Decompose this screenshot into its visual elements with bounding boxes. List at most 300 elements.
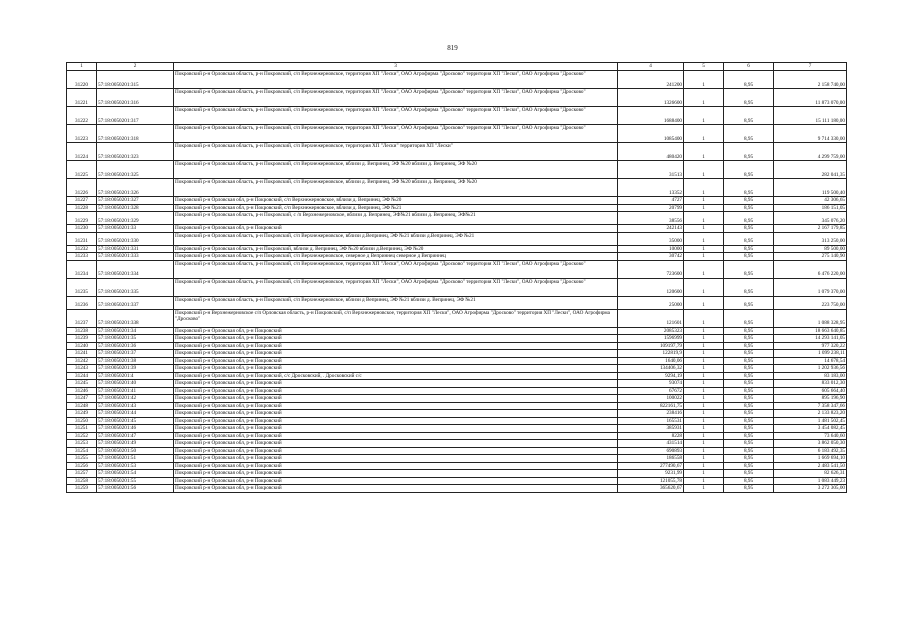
- rate-cell: 8,95: [724, 357, 774, 365]
- row-number-cell: 31233: [67, 253, 97, 261]
- rate-cell: 8,95: [724, 161, 774, 179]
- value-cell: 1 079 370,00: [774, 278, 847, 296]
- rate-cell: 8,95: [724, 143, 774, 161]
- row-number-cell: 31259: [67, 485, 97, 493]
- cadastral-number-cell: 57:18:0050201:44: [97, 410, 174, 418]
- value-cell: 82 626,31: [774, 470, 847, 478]
- land-registry-table: [66, 62, 847, 493]
- cadastral-number-cell: 57:18:0050201:315: [97, 71, 174, 89]
- count-cell: 1: [684, 71, 724, 89]
- area-cell: 121055,78: [618, 477, 684, 485]
- area-cell: 121601: [618, 309, 684, 327]
- table-row: [67, 335, 847, 343]
- row-number-cell: 31243: [67, 365, 97, 373]
- address-cell: Покровский р-н Орловская обл, р-н Покровский: [174, 350, 618, 358]
- area-cell: 109197,79: [618, 342, 684, 350]
- value-cell: 186 151,05: [774, 204, 847, 212]
- count-cell: 1: [684, 485, 724, 493]
- value-cell: 2 158 740,00: [774, 71, 847, 89]
- row-number-cell: 31256: [67, 462, 97, 470]
- count-cell: 1: [684, 372, 724, 380]
- value-cell: 1 481 502,45: [774, 417, 847, 425]
- area-cell: 35000: [618, 232, 684, 245]
- row-number-cell: 31224: [67, 143, 97, 161]
- table-row: [67, 455, 847, 463]
- area-cell: 30742: [618, 253, 684, 261]
- rate-cell: 8,95: [724, 71, 774, 89]
- row-number-cell: 31221: [67, 89, 97, 107]
- row-number-cell: 31230: [67, 225, 97, 233]
- row-number-cell: 31232: [67, 245, 97, 253]
- rate-cell: 8,95: [724, 327, 774, 335]
- value-cell: 1 669 694,10: [774, 455, 847, 463]
- table-row: [67, 89, 847, 107]
- area-cell: 93074: [618, 380, 684, 388]
- table-row: [67, 342, 847, 350]
- row-number-cell: 31220: [67, 71, 97, 89]
- area-cell: 385931: [618, 425, 684, 433]
- area-cell: 186558: [618, 455, 684, 463]
- table-row: [67, 260, 847, 278]
- table-row: [67, 447, 847, 455]
- cadastral-number-cell: 57:18:0050201:42: [97, 395, 174, 403]
- rate-cell: 8,95: [724, 342, 774, 350]
- area-cell: 2085323: [618, 327, 684, 335]
- address-cell: Покровский р-н Орловская обл, р-н Покровский: [174, 425, 618, 433]
- count-cell: 1: [684, 410, 724, 418]
- cadastral-number-cell: 57:18:0050201:329: [97, 212, 174, 225]
- value-cell: 89 500,00: [774, 245, 847, 253]
- value-cell: 83 183,00: [774, 372, 847, 380]
- value-cell: 605 664,40: [774, 387, 847, 395]
- address-cell: Покровский р-н Орловская обл, р-н Покровский: [174, 470, 618, 478]
- value-cell: 7 358 347,66: [774, 402, 847, 410]
- value-cell: 119 500,40: [774, 179, 847, 197]
- address-cell: Покровский р-н Орловская область, р-н Покровский, с/п Верхнежерновское, территория ХП "Лески", ОАО Агрофирма "Дросково" территория ХП "Лески", ОАО Агрофирма "Дросково": [174, 71, 618, 89]
- table-row: [67, 197, 847, 205]
- count-cell: 1: [684, 179, 724, 197]
- rate-cell: 8,95: [724, 212, 774, 225]
- row-number-cell: 31241: [67, 350, 97, 358]
- count-cell: 1: [684, 232, 724, 245]
- value-cell: 977 320,22: [774, 342, 847, 350]
- count-cell: 1: [684, 432, 724, 440]
- cadastral-number-cell: 57:18:0050201:330: [97, 232, 174, 245]
- row-number-cell: 31225: [67, 161, 97, 179]
- address-cell: Покровский р-н Орловская обл, р-н Покровский: [174, 357, 618, 365]
- address-cell: Покровский р-н Орловская обл, р-н Покровский, с/п Верхнежерновское, вблизи д. Вепринец, ЭФ №21: [174, 204, 618, 212]
- address-cell: Покровский р-н Орловская обл, р-н Покровский: [174, 455, 618, 463]
- cadastral-number-cell: 57:18:0050201:54: [97, 470, 174, 478]
- rate-cell: 8,95: [724, 225, 774, 233]
- rate-cell: 8,95: [724, 425, 774, 433]
- row-number-cell: 31240: [67, 342, 97, 350]
- count-cell: 1: [684, 350, 724, 358]
- table-row: [67, 432, 847, 440]
- count-cell: 1: [684, 278, 724, 296]
- table-row: [67, 278, 847, 296]
- count-cell: 1: [684, 477, 724, 485]
- rate-cell: 8,95: [724, 432, 774, 440]
- cadastral-number-cell: 57:18:0050201:41: [97, 387, 174, 395]
- value-cell: 2 167 179,85: [774, 225, 847, 233]
- count-cell: 1: [684, 197, 724, 205]
- table-row: [67, 425, 847, 433]
- count-cell: 1: [684, 365, 724, 373]
- count-cell: 1: [684, 327, 724, 335]
- count-cell: 1: [684, 342, 724, 350]
- value-cell: 223 750,00: [774, 296, 847, 309]
- row-number-cell: 31251: [67, 425, 97, 433]
- address-cell: Покровский р-н Орловская обл, р-н Покровский: [174, 417, 618, 425]
- rate-cell: 8,95: [724, 125, 774, 143]
- area-cell: 8228: [618, 432, 684, 440]
- cadastral-number-cell: 57:18:0050201:35: [97, 335, 174, 343]
- rate-cell: 8,95: [724, 402, 774, 410]
- table-row: [67, 372, 847, 380]
- value-cell: 9 714 330,00: [774, 125, 847, 143]
- table-row: [67, 327, 847, 335]
- rate-cell: 8,95: [724, 365, 774, 373]
- count-cell: 1: [684, 440, 724, 448]
- table-row: [67, 470, 847, 478]
- area-cell: 10000: [618, 245, 684, 253]
- value-cell: 2 133 823,20: [774, 410, 847, 418]
- area-cell: 4727: [618, 197, 684, 205]
- area-cell: 242143: [618, 225, 684, 233]
- column-header: 2: [97, 63, 174, 71]
- address-cell: Покровский р-н Орловская область, р-н Покровский, с/п Верхнежерновское, вблизи д. Вепринец, ЭФ №20 вблизи д. Вепринец, ЭФ №20: [174, 179, 618, 197]
- area-cell: 238416: [618, 410, 684, 418]
- count-cell: 1: [684, 357, 724, 365]
- address-cell: Покровский р-н Орловская обл, р-н Покровский: [174, 225, 618, 233]
- area-cell: 120600: [618, 278, 684, 296]
- row-number-cell: 31252: [67, 432, 97, 440]
- area-cell: 134406,32: [618, 365, 684, 373]
- rate-cell: 8,95: [724, 387, 774, 395]
- rate-cell: 8,95: [724, 455, 774, 463]
- cadastral-number-cell: 57:18:0050201:49: [97, 440, 174, 448]
- count-cell: 1: [684, 245, 724, 253]
- value-cell: 1 099 238,11: [774, 350, 847, 358]
- count-cell: 1: [684, 395, 724, 403]
- area-cell: 822161,75: [618, 402, 684, 410]
- cadastral-number-cell: 57:18:0050201:323: [97, 143, 174, 161]
- value-cell: 18 663 640,85: [774, 327, 847, 335]
- table-row: [67, 365, 847, 373]
- rate-cell: 8,95: [724, 278, 774, 296]
- cadastral-number-cell: 57:18:0050201:328: [97, 204, 174, 212]
- area-cell: 1596999: [618, 335, 684, 343]
- rate-cell: 8,95: [724, 447, 774, 455]
- rate-cell: 8,95: [724, 335, 774, 343]
- value-cell: 73 640,60: [774, 432, 847, 440]
- rate-cell: 8,95: [724, 245, 774, 253]
- address-cell: Покровский р-н Орловская обл, р-н Покровский: [174, 387, 618, 395]
- address-cell: Покровский р-н Орловская область, р-н Покровский, с/п Верхнежерновское, территория ХП "Лески", ОАО Агрофирма "Дросково" территория ХП "Лески", ОАО Агрофирма "Дросково": [174, 89, 618, 107]
- table-row: [67, 204, 847, 212]
- rate-cell: 8,95: [724, 260, 774, 278]
- value-cell: 1 083 449,23: [774, 477, 847, 485]
- address-cell: Покровский р-н Орловская область, р-н Покровский, с/п Верхнежерновское, территория ХП "Лески", ОАО Агрофирма "Дросково" территория ХП "Лески", ОАО Агрофирма "Дросково": [174, 260, 618, 278]
- rate-cell: 8,95: [724, 296, 774, 309]
- cadastral-number-cell: 57:18:0050201:50: [97, 447, 174, 455]
- address-cell: Покровский р-н Орловская обл, р-н Покровский: [174, 410, 618, 418]
- count-cell: 1: [684, 296, 724, 309]
- count-cell: 1: [684, 402, 724, 410]
- table-row: [67, 462, 847, 470]
- value-cell: 3 862 050,30: [774, 440, 847, 448]
- row-number-cell: 31254: [67, 447, 97, 455]
- table-row: [67, 253, 847, 261]
- address-cell: Покровский р-н Орловская область, р-н Покровский, с/п Верхнежерновское, территория ХП "Лески", ОАО Агрофирма "Дросково" территория ХП "Лески", ОАО Агрофирма "Дросково": [174, 125, 618, 143]
- row-number-cell: 31248: [67, 402, 97, 410]
- count-cell: 1: [684, 260, 724, 278]
- rate-cell: 8,95: [724, 372, 774, 380]
- area-cell: 100022: [618, 395, 684, 403]
- table-body: [67, 63, 847, 493]
- area-cell: 277490,67: [618, 462, 684, 470]
- cadastral-number-cell: 57:18:0050201:33: [97, 225, 174, 233]
- cadastral-number-cell: 57:18:0050201:56: [97, 485, 174, 493]
- table-row: [67, 179, 847, 197]
- row-number-cell: 31247: [67, 395, 97, 403]
- area-cell: 20799: [618, 204, 684, 212]
- cadastral-number-cell: 57:18:0050201:335: [97, 278, 174, 296]
- rate-cell: 8,95: [724, 197, 774, 205]
- cadastral-number-cell: 57:18:0050201:38: [97, 357, 174, 365]
- area-cell: 1326600: [618, 89, 684, 107]
- count-cell: 1: [684, 462, 724, 470]
- row-number-cell: 31258: [67, 477, 97, 485]
- area-cell: 25000: [618, 296, 684, 309]
- rate-cell: 8,95: [724, 410, 774, 418]
- value-cell: 895 196,90: [774, 395, 847, 403]
- area-cell: 1688400: [618, 107, 684, 125]
- table-row: [67, 440, 847, 448]
- cadastral-number-cell: 57:18:0050201:4: [97, 372, 174, 380]
- address-cell: Покровский р-н Орловская обл, р-н Покровский: [174, 365, 618, 373]
- cadastral-number-cell: 57:18:0050201:334: [97, 260, 174, 278]
- count-cell: 1: [684, 212, 724, 225]
- rate-cell: 8,95: [724, 232, 774, 245]
- address-cell: Покровский р-н Орловская область, р-н Покровский, с/п Верхнежерновское, вблизи д Вепринец, ЭФ №21 вблизи д. Вепринец, ЭФ №21: [174, 296, 618, 309]
- cadastral-number-cell: 57:18:0050201:55: [97, 477, 174, 485]
- rate-cell: 8,95: [724, 204, 774, 212]
- count-cell: 1: [684, 161, 724, 179]
- value-cell: 275 140,90: [774, 253, 847, 261]
- row-number-cell: 31235: [67, 278, 97, 296]
- cadastral-number-cell: 57:18:0050201:36: [97, 342, 174, 350]
- cadastral-number-cell: 57:18:0050201:40: [97, 380, 174, 388]
- row-number-cell: 31223: [67, 125, 97, 143]
- cadastral-number-cell: 57:18:0050201:333: [97, 253, 174, 261]
- table-row: [67, 296, 847, 309]
- value-cell: 6 183 492,35: [774, 447, 847, 455]
- address-cell: Покровский р-н Орловская область, р-н Покровский, с/п Верхнежерновское, территория ХП "Лески", ОАО Агрофирма "Дросково" территория ХП "Лески", ОАО Агрофирма "Дросково": [174, 107, 618, 125]
- column-header: 7: [774, 63, 847, 71]
- area-cell: 480420: [618, 143, 684, 161]
- table-row: [67, 225, 847, 233]
- table-row: [67, 485, 847, 493]
- address-cell: Покровский р-н Орловская область, р-н Покровский, вблизи д. Вепринец, ЭФ №20 вблизи д.Вепринец, ЭФ №20: [174, 245, 618, 253]
- count-cell: 1: [684, 425, 724, 433]
- value-cell: 313 250,00: [774, 232, 847, 245]
- rate-cell: 8,95: [724, 89, 774, 107]
- area-cell: 9231,99: [618, 470, 684, 478]
- page-number: 819: [447, 44, 458, 52]
- column-header: 4: [618, 63, 684, 71]
- area-cell: 431514: [618, 440, 684, 448]
- address-cell: Покровский р-н Орловская обл, р-н Покровский: [174, 440, 618, 448]
- address-cell: Покровский р-н Орловская обл, р-н Покровский: [174, 335, 618, 343]
- rate-cell: 8,95: [724, 350, 774, 358]
- cadastral-number-cell: 57:18:0050201:37: [97, 350, 174, 358]
- value-cell: 1 088 328,95: [774, 309, 847, 327]
- area-cell: 690893: [618, 447, 684, 455]
- column-header: 3: [174, 63, 618, 71]
- rate-cell: 8,95: [724, 395, 774, 403]
- table-row: [67, 143, 847, 161]
- table-row: [67, 350, 847, 358]
- table-row: [67, 395, 847, 403]
- rate-cell: 8,95: [724, 485, 774, 493]
- address-cell: Покровский р-н Орловская обл, р-н Покровский: [174, 395, 618, 403]
- value-cell: 11 873 070,00: [774, 89, 847, 107]
- cadastral-number-cell: 57:18:0050201:51: [97, 455, 174, 463]
- row-number-cell: 31253: [67, 440, 97, 448]
- area-cell: 9294,19: [618, 372, 684, 380]
- cadastral-number-cell: 57:18:0050201:325: [97, 161, 174, 179]
- address-cell: Покровский р-н Орловская область, р-н Покровский, с/п Верхнежерновское, территория ХП "Лески", ОАО Агрофирма "Дросково" территория ХП "Лески", ОАО Агрофирма "Дросково": [174, 278, 618, 296]
- row-number-cell: 31238: [67, 327, 97, 335]
- rate-cell: 8,95: [724, 179, 774, 197]
- row-number-cell: 31236: [67, 296, 97, 309]
- cadastral-number-cell: 57:18:0050201:34: [97, 327, 174, 335]
- count-cell: 1: [684, 380, 724, 388]
- row-number-cell: 31255: [67, 455, 97, 463]
- address-cell: Покровский р-н Орловская область, р-н Покровский, с/п Верхнежерновское, вблизи д. Вепринец, ЭФ №20 вблизи д. Вепринец, ЭФ №20: [174, 161, 618, 179]
- area-cell: 13352: [618, 179, 684, 197]
- value-cell: 3 272 305,00: [774, 485, 847, 493]
- row-number-cell: 31257: [67, 470, 97, 478]
- row-number-cell: 31237: [67, 309, 97, 327]
- value-cell: 3 454 082,45: [774, 425, 847, 433]
- row-number-cell: 31231: [67, 232, 97, 245]
- count-cell: 1: [684, 387, 724, 395]
- table-row: [67, 357, 847, 365]
- rate-cell: 8,95: [724, 380, 774, 388]
- count-cell: 1: [684, 125, 724, 143]
- area-cell: 241200: [618, 71, 684, 89]
- cadastral-number-cell: 57:18:0050201:326: [97, 179, 174, 197]
- cadastral-number-cell: 57:18:0050201:53: [97, 462, 174, 470]
- count-cell: 1: [684, 470, 724, 478]
- count-cell: 1: [684, 309, 724, 327]
- count-cell: 1: [684, 107, 724, 125]
- row-number-cell: 31239: [67, 335, 97, 343]
- rate-cell: 8,95: [724, 440, 774, 448]
- area-cell: 31513: [618, 161, 684, 179]
- table-row: [67, 71, 847, 89]
- value-cell: 2 483 541,50: [774, 462, 847, 470]
- count-cell: 1: [684, 204, 724, 212]
- area-cell: 723600: [618, 260, 684, 278]
- address-cell: Покровский р-н Орловская обл, р-н Покровский: [174, 402, 618, 410]
- row-number-cell: 31245: [67, 380, 97, 388]
- column-header: 1: [67, 63, 97, 71]
- address-cell: Покровский р-н Орловская обл, р-н Покровский, с/п Верхнежерновское, вблизи д. Вепринец, ЭФ №20: [174, 197, 618, 205]
- table-row: [67, 212, 847, 225]
- value-cell: 14 678,54: [774, 357, 847, 365]
- table-row: [67, 125, 847, 143]
- table-row: [67, 477, 847, 485]
- cadastral-number-cell: 57:18:0050201:331: [97, 245, 174, 253]
- count-cell: 1: [684, 455, 724, 463]
- rate-cell: 8,95: [724, 253, 774, 261]
- table-row: [67, 232, 847, 245]
- value-cell: 833 012,30: [774, 380, 847, 388]
- area-cell: 122819,9: [618, 350, 684, 358]
- address-cell: Покровский р-н Орловская область, р-н Покровский, с/п Верхнежерновское, вблизи д.Вепринец, ЭФ №21 вблизи д.Вепринец, ЭФ №21: [174, 232, 618, 245]
- area-cell: 1640,06: [618, 357, 684, 365]
- table-row: [67, 245, 847, 253]
- row-number-cell: 31227: [67, 197, 97, 205]
- address-cell: Покровский р-н Орловская область, р-н Покровский, с/п Верхнежерновское, территория ХП "Лески" территория ХП "Лески": [174, 143, 618, 161]
- row-number-cell: 31234: [67, 260, 97, 278]
- cadastral-number-cell: 57:18:0050201:316: [97, 89, 174, 107]
- address-cell: Покровский р-н Орловская область, р-н Покровский, с /п Верхнежерновское, вблизи д. Вепринец, ЭФ№21 вблизи д. Вепринец, ЭФ№21: [174, 212, 618, 225]
- count-cell: 1: [684, 253, 724, 261]
- area-cell: 165531: [618, 417, 684, 425]
- cadastral-number-cell: 57:18:0050201:327: [97, 197, 174, 205]
- area-cell: 365620,67: [618, 485, 684, 493]
- count-cell: 1: [684, 417, 724, 425]
- value-cell: 345 076,20: [774, 212, 847, 225]
- value-cell: 1 202 936,56: [774, 365, 847, 373]
- area-cell: 38556: [618, 212, 684, 225]
- row-number-cell: 31228: [67, 204, 97, 212]
- count-cell: 1: [684, 335, 724, 343]
- rate-cell: 8,95: [724, 477, 774, 485]
- table-row: [67, 161, 847, 179]
- cadastral-number-cell: 57:18:0050201:318: [97, 125, 174, 143]
- row-number-cell: 31246: [67, 387, 97, 395]
- rate-cell: 8,95: [724, 470, 774, 478]
- value-cell: 42 306,65: [774, 197, 847, 205]
- cadastral-number-cell: 57:18:0050201:337: [97, 296, 174, 309]
- cadastral-number-cell: 57:18:0050201:47: [97, 432, 174, 440]
- address-cell: Покровский р-н Верхнежерновское с/п Орловская область, р-н Покровский, с/п Верхнежерновское, территория ХП "Лески", ОАО Агрофирма "Дросково" территория ХП "Лески", ОАО Агрофирма "Дросково": [174, 309, 618, 327]
- rate-cell: 8,95: [724, 107, 774, 125]
- table-row: [67, 387, 847, 395]
- table-row: [67, 410, 847, 418]
- count-cell: 1: [684, 89, 724, 107]
- address-cell: Покровский р-н Орловская обл, р-н Покровский: [174, 477, 618, 485]
- count-cell: 1: [684, 143, 724, 161]
- column-header: 6: [724, 63, 774, 71]
- value-cell: 4 299 759,00: [774, 143, 847, 161]
- rate-cell: 8,95: [724, 462, 774, 470]
- column-number-row: [67, 63, 847, 71]
- area-cell: 1085400: [618, 125, 684, 143]
- address-cell: Покровский р-н Орловская обл, р-н Покровский: [174, 432, 618, 440]
- cadastral-number-cell: 57:18:0050201:43: [97, 402, 174, 410]
- row-number-cell: 31226: [67, 179, 97, 197]
- rate-cell: 8,95: [724, 417, 774, 425]
- value-cell: 282 041,35: [774, 161, 847, 179]
- cadastral-number-cell: 57:18:0050201:46: [97, 425, 174, 433]
